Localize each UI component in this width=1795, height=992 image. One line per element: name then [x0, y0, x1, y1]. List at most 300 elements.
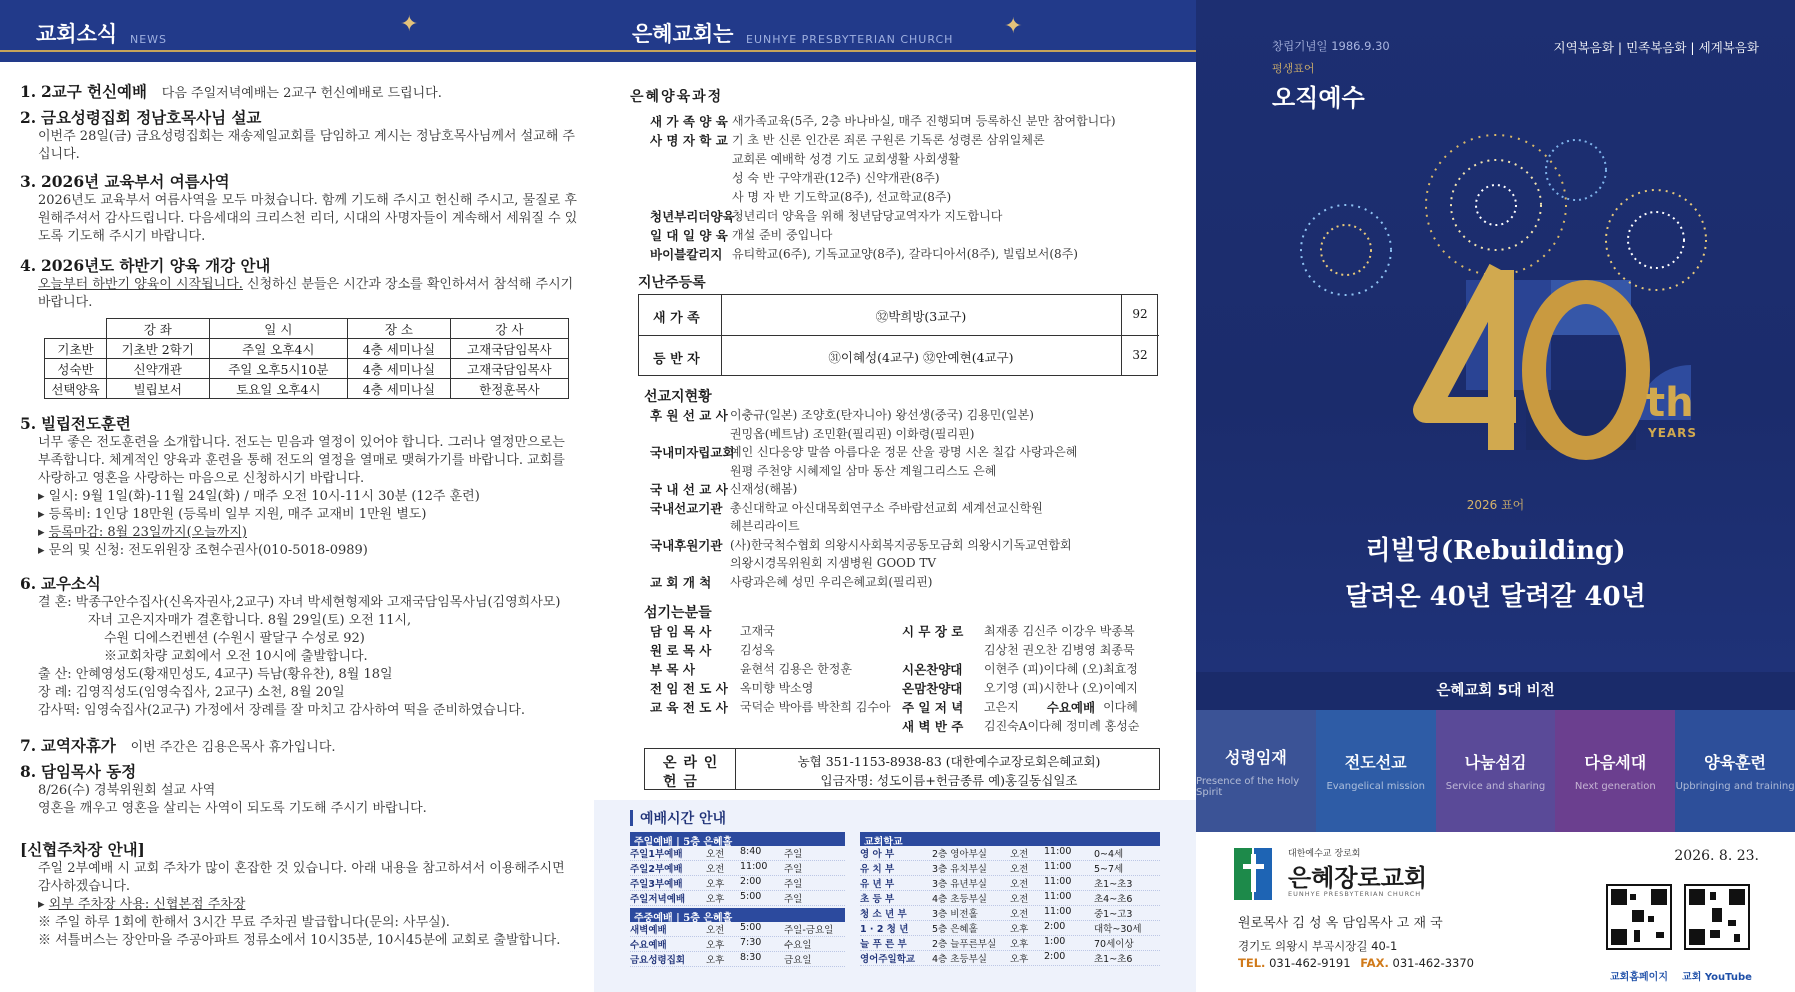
info-row [650, 499, 1190, 518]
info-row [902, 679, 1192, 698]
table-cell: 초 등 부 [860, 894, 895, 905]
item-number: 4. [20, 256, 37, 275]
table-row [860, 906, 1160, 921]
founding-date: 창립기념일 1986.9.30 [1272, 39, 1390, 53]
item-text-rest: 신청하신 분들은 시간과 장소를 확인하셔서 참석해 주시기 바랍니다. [38, 277, 574, 310]
row-label: 시 무 장 로 [902, 624, 964, 639]
row-value: 예인 신다응양 말씀 아름다운 정문 산울 광명 시온 칠갑 사랑과은혜 [730, 445, 1078, 459]
church-cross-logo [1234, 844, 1276, 904]
edu-title: 은혜양육과정 [630, 89, 724, 105]
table-cell: 오후 [706, 879, 725, 890]
info-row [650, 131, 1190, 150]
parking-notice [20, 838, 580, 950]
denomination: 대한예수교 장로회 [1288, 849, 1361, 859]
table-cell: 고재국담임목사 [450, 339, 568, 359]
table-cell: 오후 [1010, 954, 1029, 965]
table-cell: 7:30 [740, 937, 762, 948]
table-cell: 유 년 부 [860, 879, 895, 890]
wedding-line-3: 수원 디에스컨벤션 (수원시 팔달구 수성로 92) [104, 631, 365, 646]
row-value: 이현주 (피)이다혜 (오)최효정 [984, 662, 1138, 676]
title-marker [630, 810, 633, 826]
year-motto-label: 2026 표어 [1466, 498, 1525, 512]
table-row [45, 339, 569, 359]
news-item-5 [20, 412, 580, 560]
table-cell: 5:00 [740, 922, 762, 933]
info-row [650, 554, 1190, 573]
table-cell: 주일 오후5시10분 [209, 359, 348, 379]
table-cell: 주일 [784, 879, 803, 890]
item-text: 이번주 28일(금) 금요성령집회는 재송제일교회를 담임하고 계시는 정남호목사님께서 설교해 주십니다. [38, 129, 575, 162]
table-row [45, 359, 569, 379]
item-text: 이번 주간은 김용은목사 휴가입니다. [130, 740, 336, 755]
row-value: 옥미향 박소영 [740, 681, 814, 695]
year-motto-line-2: 달려온 40년 달려갈 40년 [1345, 582, 1646, 612]
item-text: 8/26(수) 경북위원회 설교 사역 [38, 783, 216, 798]
table-cell: 4층 세미나실 [348, 339, 451, 359]
table-cell: 오전 [1010, 864, 1029, 875]
row-value: 유티학교(6주), 기독교교양(8주), 갈라디아서(8주), 빌립보서(8주) [732, 247, 1078, 261]
row-label: 국 내 선 교 사 [650, 482, 728, 497]
line-label: 결 혼: [38, 595, 72, 610]
table-cell: 4층 세미나실 [348, 379, 451, 399]
line-label: 출 산: [38, 667, 72, 682]
table-cell: 4층 초등부실 [932, 894, 987, 905]
table-cell: 오전 [1010, 879, 1029, 890]
vision-name: 나눔섬김 [1464, 753, 1527, 772]
info-row [902, 698, 1192, 717]
row-label [650, 188, 732, 207]
church-info-column [594, 0, 1196, 992]
news-item-7 [20, 734, 580, 757]
item-text: 다음 주일저녁예배는 2교구 헌신예배로 드립니다. [161, 86, 442, 101]
table-row [860, 861, 1160, 876]
firework-burst [1606, 190, 1706, 290]
news-item-2 [20, 106, 580, 164]
table-cell: 오전 [706, 864, 725, 875]
table-cell: 새벽예배 [630, 925, 667, 936]
bank-account: 농협 351-1153-8938-83 (대한예수교장로회은혜교회) [797, 754, 1101, 769]
row-label [902, 641, 984, 660]
sparkle-icon: ✦ [1004, 14, 1023, 39]
table-cell: 선택양육 [45, 379, 107, 399]
item-heading: 2026년 교육부서 여름사역 [40, 172, 230, 191]
wedding-line [20, 594, 585, 612]
row-value: 김상천 권오찬 김병영 최종묵 [984, 643, 1135, 657]
news-item-1 [20, 80, 580, 103]
table-cell: 11:00 [1044, 906, 1072, 917]
news-subtitle: NEWS [130, 33, 168, 46]
row-label: 후 원 선 교 사 [650, 408, 728, 423]
fax-number: 031-462-3370 [1392, 956, 1474, 970]
table-cell: 3층 비전홀 [932, 909, 978, 920]
table-cell: 영 아 부 [860, 849, 895, 860]
table-cell: 늘 푸 른 부 [860, 939, 907, 950]
row-value: 권밍옵(베트남) 조민환(필리핀) 이화령(필리핀) [730, 426, 975, 441]
table-cell: 청 소 년 부 [860, 909, 907, 920]
vision-card [1555, 710, 1675, 832]
table-cell: 11:00 [1044, 891, 1072, 902]
table-cell: 8:40 [740, 846, 762, 857]
info-row [650, 660, 910, 679]
table-row [860, 951, 1160, 966]
registration-row [639, 336, 1159, 376]
row-label: 새 가 족 양 육 [650, 114, 728, 129]
registration-box [638, 294, 1158, 376]
table-cell: 2:00 [1044, 921, 1066, 932]
worship-table-header: 교회학교 [860, 832, 1160, 846]
table-header: 장 소 [348, 319, 451, 339]
info-row [650, 188, 1190, 207]
table-row [630, 922, 845, 937]
info-row [650, 207, 1190, 226]
church-info-footer [1196, 832, 1795, 992]
tel-label: TEL. [1238, 956, 1266, 970]
sunday-worship-table [630, 832, 845, 967]
table-row [860, 846, 1160, 861]
table-cell: 토요일 오후4시 [209, 379, 348, 399]
table-cell: 금요일 [784, 955, 812, 966]
vision-name-en: Presence of the Holy Spirit [1196, 775, 1300, 798]
parking-bullet: ▸ 외부 주차장 사용: 신협본점 주차장 [38, 897, 246, 912]
row-label: 주 일 저 녁 [902, 700, 964, 715]
table-cell: 주일3부예배 [630, 879, 683, 890]
info-row [650, 226, 1190, 245]
lifetime-motto: 오직예수 [1272, 83, 1365, 112]
row-label-2: 수요예배 [1046, 700, 1096, 715]
row-label: 일 대 일 양 육 [650, 228, 728, 243]
row-label: 새 벽 반 주 [902, 719, 964, 734]
info-row [650, 536, 1190, 555]
row-value: 신재성(해봄) [730, 482, 798, 496]
table-cell: 오후 [706, 940, 725, 951]
item-heading: 금요성령집회 정남호목사님 설교 [40, 108, 262, 127]
table-cell: 오후 [1010, 924, 1029, 935]
row-label: 부 목 사 [650, 662, 695, 677]
table-cell: 주일 오후4시 [209, 339, 348, 359]
table-cell: 8:30 [740, 952, 762, 963]
info-row [650, 462, 1190, 481]
offering-box [644, 748, 1160, 790]
row-label: 국내미자립교회 [650, 445, 735, 460]
table-cell: 2층 늘푸른부실 [932, 939, 997, 950]
table-cell: 기초반 [45, 339, 107, 359]
bulletin-date: 2026. 8. 23. [1674, 848, 1759, 864]
table-cell: 주일 [784, 894, 803, 905]
row-value: 교회론 예배학 성경 기도 교회생활 사회생활 [732, 152, 960, 166]
table-header: 강 사 [450, 319, 568, 339]
mission-title: 선교지현황 [644, 389, 712, 405]
row-label [650, 517, 730, 536]
church-title: 은혜교회는 [632, 21, 734, 46]
worship-table-header: 주중예배 | 5층 은혜홀 [630, 908, 845, 922]
ordinal-suffix: th [1646, 380, 1694, 426]
info-row [650, 517, 1190, 536]
info-row [650, 169, 1190, 188]
bullet-line: ▸ 등록마감: 8월 23일까지(오늘까지) [38, 525, 247, 540]
church-subtitle: EUNHYE PRESBYTERIAN CHURCH [746, 33, 954, 46]
row-label: 사 명 자 학 교 [650, 133, 728, 148]
row-label: 전 임 전 도 사 [650, 681, 728, 696]
years-label: YEARS [1648, 426, 1698, 440]
table-cell: 수요예배 [630, 940, 667, 951]
vision-name: 성령임재 [1224, 747, 1287, 767]
news-item-8 [20, 760, 580, 818]
reg-names: ㉛이혜성(4교구) ㉜안예현(4교구) [828, 350, 1014, 365]
table-row [45, 379, 569, 399]
bullet-line: ▸ 문의 및 신청: 전도위원장 조현수권사(010-5018-0989) [38, 543, 368, 558]
table-header: 강 좌 [107, 319, 210, 339]
info-row [650, 112, 1190, 131]
item-number: 8. [20, 762, 37, 781]
table-cell: 4층 초등부실 [932, 954, 987, 965]
row-value: 새가족교육(5주, 2층 바나바실, 매주 진행되며 등록하신 분만 참여합니다) [732, 114, 1116, 128]
table-row [860, 876, 1160, 891]
contact-line [1238, 956, 1474, 970]
info-row [902, 622, 1192, 641]
vision-name: 전도선교 [1344, 753, 1407, 772]
offering-label-2: 헌 금 [663, 774, 698, 790]
church-header-band [594, 0, 1196, 62]
info-row [650, 425, 1190, 444]
table-cell: 주일2부예배 [630, 864, 683, 875]
table-cell: 주일1부예배 [630, 849, 683, 860]
news-column [0, 0, 594, 992]
vision-card [1675, 710, 1795, 832]
info-row [650, 245, 1190, 264]
table-cell: 오후 [1010, 939, 1029, 950]
birth-line [20, 666, 585, 684]
table-cell: 주일 [784, 864, 803, 875]
homepage-qr-code[interactable] [1606, 884, 1672, 950]
motto: 지역복음화 | 민족복음화 | 세계복음화 [1553, 40, 1759, 55]
deposit-instructions: 입금자명: 성도이름+헌금종류 예)홍길동십일조 [820, 773, 1078, 788]
info-row [650, 698, 910, 717]
table-cell: 11:00 [1044, 861, 1072, 872]
table-cell: 오전 [1010, 909, 1029, 920]
item-text-underlined: 오늘부터 하반기 양육이 시작됩니다. [38, 277, 243, 292]
info-row [650, 443, 1190, 462]
table-cell: 주일-금요일 [784, 925, 834, 936]
row-value: 윤현석 김용은 한정훈 [740, 662, 852, 676]
sparkle-icon: ✦ [400, 12, 419, 37]
church-name: 은혜장로교회 [1288, 863, 1428, 892]
table-cell: 0~4세 [1094, 849, 1124, 860]
info-row [902, 717, 1192, 736]
vision-name-en: Upbringing and training [1675, 781, 1795, 792]
table-cell: 한정훈목사 [450, 379, 568, 399]
youtube-qr-code[interactable] [1684, 884, 1750, 950]
table-row [630, 861, 845, 876]
table-row [630, 952, 845, 967]
row-label: 교 회 개 척 [650, 574, 712, 590]
fireworks-40th-graphic [1196, 110, 1795, 510]
bullet-text: 일시: 9월 1일(화)-11월 24일(화) / 매주 오전 10시-11시 30분 (12주 훈련) [48, 489, 480, 504]
item-number: 2. [20, 108, 37, 127]
firework-burst [1426, 135, 1566, 275]
row-label: 국내선교기관 [650, 500, 723, 516]
table-cell: 초4~초6 [1094, 894, 1133, 905]
reg-label: 새 가 족 [653, 311, 700, 326]
vision-name: 다음세대 [1584, 753, 1647, 772]
row-label [650, 425, 730, 444]
table-cell: 오전 [706, 925, 725, 936]
table-row [860, 936, 1160, 951]
row-value: 청년리더 양육을 위해 청년담당교역자가 지도합니다 [732, 209, 1003, 223]
news-item-6 [20, 572, 585, 720]
table-cell: 2:00 [1044, 951, 1066, 962]
vision-card [1436, 710, 1556, 832]
row-label [650, 554, 730, 573]
info-row [650, 406, 1190, 425]
row-label: 온맘찬양대 [902, 681, 963, 696]
table-row [630, 937, 845, 952]
row-label [650, 150, 732, 169]
item-heading: 2교구 헌신예배 [40, 82, 147, 101]
table-cell: 2층 영아부실 [932, 849, 987, 860]
row-label [650, 169, 732, 188]
table-row [630, 846, 845, 861]
table-cell: 1 · 2 청 년 [860, 924, 909, 935]
table-cell: 중1~고3 [1094, 909, 1133, 920]
staff-left-list [650, 622, 910, 717]
info-row [650, 573, 1190, 592]
table-row [630, 876, 845, 891]
bullet-line: ▸ 등록비: 1인당 18만원 (등록비 일부 지원, 매주 교재비 1만원 별도) [38, 507, 427, 522]
reg-count: 32 [1132, 348, 1148, 362]
header-gold-line [0, 50, 594, 52]
reg-count: 92 [1132, 307, 1148, 321]
table-cell: 성숙반 [45, 359, 107, 379]
table-cell: 5:00 [740, 891, 762, 902]
row-value-2: 이다혜 [1103, 700, 1138, 714]
row-value: 성 숙 반 구약개관(12주) 신약개관(8주) [732, 171, 940, 185]
vision-name-en: Evangelical mission [1326, 781, 1425, 792]
parking-text: 주일 2부예배 시 교회 주차가 많이 혼잡한 것 있습니다. 아래 내용을 참고하셔서 이용해주시면 감사하겠습니다. [38, 861, 565, 894]
news-title: 교회소식 [36, 21, 118, 46]
funeral-line [20, 684, 585, 702]
info-row [902, 641, 1192, 660]
item-number: 3. [20, 172, 37, 191]
mission-list [650, 406, 1190, 591]
row-value: 기 초 반 신론 인간론 죄론 구원론 기독론 성령론 삼위일체론 [732, 133, 1045, 147]
info-row [650, 679, 910, 698]
table-header-row [45, 319, 569, 339]
table-cell: 2:00 [740, 876, 762, 887]
header-gold-line [594, 50, 1196, 52]
row-value: 국덕순 박아름 박찬희 김수아 [740, 700, 891, 714]
table-header: 일 시 [209, 319, 348, 339]
table-row [860, 891, 1160, 906]
vision-card [1196, 710, 1316, 832]
table-cell: 주일저녁예배 [630, 894, 686, 905]
registration-row [639, 295, 1159, 336]
wedding-line-2: 자녀 고은지자매가 결혼합니다. 8월 29일(토) 오전 11시, [88, 613, 412, 628]
row-label: 국내후원기관 [650, 537, 723, 553]
item-text: 2026년도 교육부서 여름사역을 모두 마쳤습니다. 함께 기도해 주시고 헌신해 주시고, 물질로 후원해주셔서 감사드립니다. 다음세대의 크리스천 리더, 시대의 사명자들이 계속해서 세워질 수 있도록 기도해 주시기 바랍니다. [38, 193, 578, 244]
table-cell: 오후 [706, 955, 725, 966]
staff-right-list [902, 622, 1192, 736]
registration-title: 지난주등록 [638, 275, 706, 291]
row-label [650, 462, 730, 481]
offering-label-1: 온 라 인 [663, 755, 719, 771]
table-cell: 오전 [1010, 894, 1029, 905]
item-heading: 2026년도 하반기 양육 개강 안내 [40, 256, 271, 275]
vision-name: 양육훈련 [1704, 753, 1766, 772]
row-label: 교 육 전 도 사 [650, 700, 728, 715]
row-value: 고은지 [984, 700, 1019, 714]
bullet-line: ▸ 일시: 9월 1일(화)-11월 24일(화) / 매주 오전 10시-11시 30분 (12주 훈련) [38, 489, 480, 504]
row-value: 고재국 [740, 624, 775, 638]
row-value: 이충규(일본) 조양호(탄자니아) 왕선생(중국) 김용민(일본) [730, 408, 1034, 422]
table-cell: 3층 유년부실 [932, 879, 987, 890]
row-value: 김성옥 [740, 643, 775, 657]
table-cell: 1:00 [1044, 936, 1066, 947]
bullet-text: 등록마감: 8월 23일까지(오늘까지) [48, 525, 247, 540]
table-row [630, 891, 845, 906]
fax-label: FAX. [1360, 956, 1389, 970]
table-cell: 영어주일학교 [860, 954, 916, 965]
news-item-4 [20, 254, 580, 312]
youtube-qr-label: 교회 YouTube [1682, 972, 1752, 983]
worship-title: 예배시간 안내 [640, 811, 727, 827]
firework-burst [1301, 205, 1391, 295]
table-cell: 금요성령집회 [630, 955, 686, 966]
info-row [650, 480, 1190, 499]
table-corner [45, 319, 107, 339]
news-item-3 [20, 170, 580, 246]
bullet-text: 문의 및 신청: 전도위원장 조현수권사(010-5018-0989) [48, 543, 368, 558]
table-cell: 빌립보서 [107, 379, 210, 399]
table-cell: 수요일 [784, 940, 812, 951]
table-cell: 3층 유치부실 [932, 864, 987, 875]
table-cell: 유 치 부 [860, 864, 895, 875]
table-row [860, 921, 1160, 936]
parking-note: ※ 셔틀버스는 장안마을 주공아파트 정류소에서 10시35분, 10시45분에 교회로 출발합니다. [38, 933, 561, 948]
row-value: 총신대학교 아신대목회연구소 주바람선교회 세계선교신학원 [730, 500, 1043, 515]
info-row [650, 150, 1190, 169]
year-motto-line-1: 리빌딩(Rebuilding) [1365, 536, 1626, 566]
info-row [650, 622, 910, 641]
item-number: 7. [20, 736, 37, 755]
church-name-en: EUNHYE PRESBYTERIAN CHURCH [1288, 890, 1422, 898]
row-label: 청년부리더양육 [650, 209, 735, 224]
table-cell: 고재국담임목사 [450, 359, 568, 379]
item-heading: 담임목사 동정 [40, 762, 137, 781]
table-cell: 5층 은혜홀 [932, 924, 978, 935]
item-heading: 빌립전도훈련 [40, 414, 131, 433]
item-heading: 교우소식 [40, 574, 101, 593]
edu-list [650, 112, 1190, 264]
table-cell: 대학~30세 [1094, 924, 1142, 935]
cover-column [1196, 0, 1795, 992]
item-number: 6. [20, 574, 37, 593]
table-cell: 11:00 [1044, 876, 1072, 887]
table-cell: 초1~초6 [1094, 954, 1133, 965]
row-label: 바이블칼리지 [650, 247, 723, 262]
tel-number[interactable]: 031-462-9191 [1269, 956, 1351, 970]
row-value: 김진숙A이다혜 정미례 홍성순 [984, 719, 1140, 733]
line-text: 박종구안수집사(신옥자권사,2교구) 자녀 박세현형제와 고재국담임목사님(김영희사모) [75, 595, 561, 610]
row-value: (사)한국척수협회 의왕시사회복지공동모금회 의왕시기독교연합회 [730, 537, 1072, 552]
lifetime-motto-label: 평생표어 [1272, 62, 1315, 75]
table-cell: 4층 세미나실 [348, 359, 451, 379]
vision-name-en: Service and sharing [1445, 781, 1546, 792]
row-value: 원평 주천양 시혜제일 삼마 동산 계월그리스도 은혜 [730, 463, 997, 478]
item-text [20, 276, 580, 312]
table-cell: 오전 [1010, 849, 1029, 860]
parking-note: ※ 주일 하루 1회에 한해서 3시간 무료 주차권 발급합니다(문의: 사무실). [38, 915, 450, 930]
row-value: 의왕시경목위원회 지샘병원 GOOD TV [730, 556, 937, 570]
